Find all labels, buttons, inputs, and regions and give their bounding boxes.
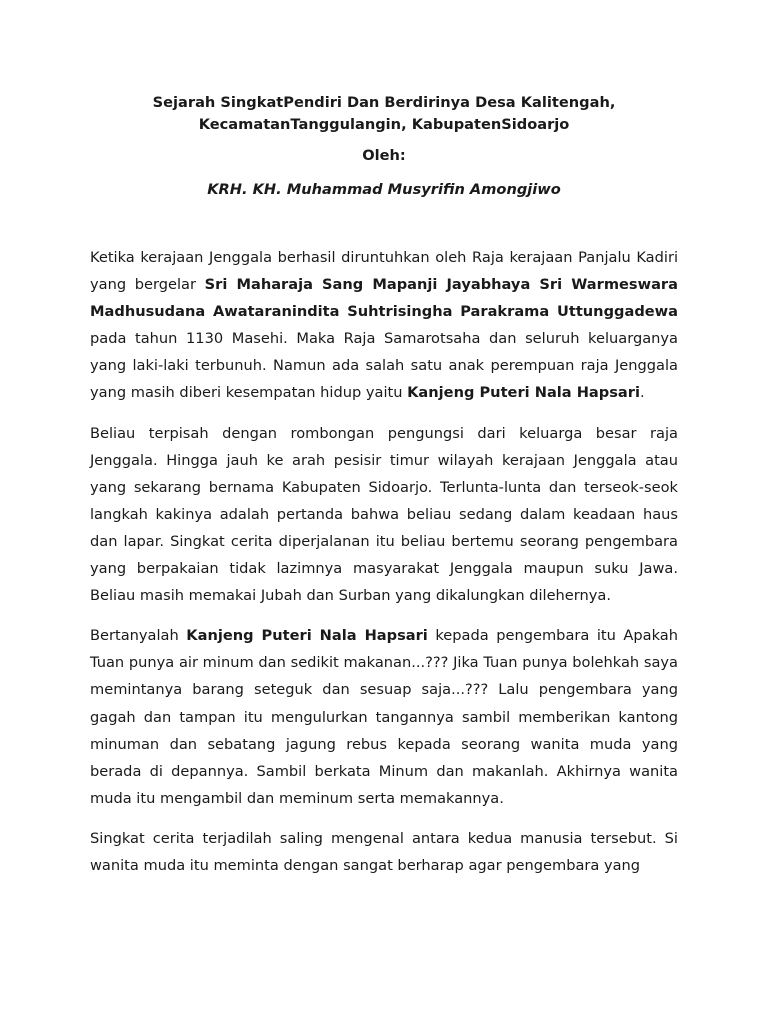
paragraph-text: Bertanyalah <box>90 627 187 645</box>
paragraph-text: Ketika kerajaan Jenggala berhasil diruntuhkan oleh Raja kerajaan Panjalu Kadiri yang bergelar <box>90 249 678 294</box>
paragraph-text: pada tahun 1130 Masehi. Maka Raja Samarotsaha dan seluruh keluarganya yang laki-laki terbunuh. Namun ada salah satu anak perempuan raja Jenggala yang masih diberi kesempatan hidup yaitu <box>90 330 678 402</box>
paragraph-text: Singkat cerita terjadilah saling mengenal antara kedua manusia tersebut. Si wanita muda itu meminta dengan sangat berharap agar pengembara yang <box>90 829 678 874</box>
title-line-2: KecamatanTanggulangin, KabupatenSidoarjo <box>198 116 570 133</box>
paragraph <box>90 244 678 407</box>
author-name: KRH. KH. Muhammad Musyrifin Amongjiwo <box>207 181 561 198</box>
document-body <box>90 244 678 892</box>
paragraph-text: kepada pengembara itu Apakah Tuan punya air minum dan sedikit makanan...??? Jika Tuan punya bolehkah saya memintanya barang seteguk dan sesuap saja...??? Lalu pengembara yang gagah dan tampan itu mengulurkan tangannya sambil memberikan kantong minuman dan sebatang jagung rebus kepada seorang wanita muda yang berada di depannya. Sambil berkata Minum dan makanlah. Akhirnya wanita muda itu mengambil dan meminum serta memakannya. <box>90 627 679 807</box>
bold-name-text: Kanjeng Puteri Nala Hapsari <box>186 627 428 645</box>
paragraph <box>90 420 678 610</box>
bold-name-text: Sri Maharaja Sang Mapanji Jayabhaya Sri Warmeswara Madhusudana Awataranindita Suhtrisingha Parakrama Uttunggadewa <box>90 276 678 321</box>
bold-name-text: Kanjeng Puteri Nala Hapsari <box>407 384 640 402</box>
document-title <box>90 92 678 136</box>
paragraph-text: . <box>639 384 645 402</box>
paragraph <box>90 825 678 879</box>
paragraph-text: Beliau terpisah dengan rombongan pengungsi dari keluarga besar raja Jenggala. Hingga jauh ke arah pesisir timur wilayah kerajaan Jenggala atau yang sekarang bernama Kabupaten Sidoarjo. Terlunta-lunta dan terseok-seok langkah kakinya adalah pertanda bahwa beliau sedang dalam keadaan haus dan lapar. Singkat cerita diperjalanan itu beliau bertemu seorang pengembara yang berpakaian tidak lazimnya masyarakat Jenggala maupun suku Jawa. Beliau masih memakai Jubah dan Surban yang dikalungkan dilehernya. <box>90 424 678 605</box>
title-line-1: Sejarah SingkatPendiri Dan Berdirinya Desa Kalitengah, <box>152 94 616 111</box>
paragraph <box>90 622 678 812</box>
byline-label: Oleh: <box>362 147 406 164</box>
